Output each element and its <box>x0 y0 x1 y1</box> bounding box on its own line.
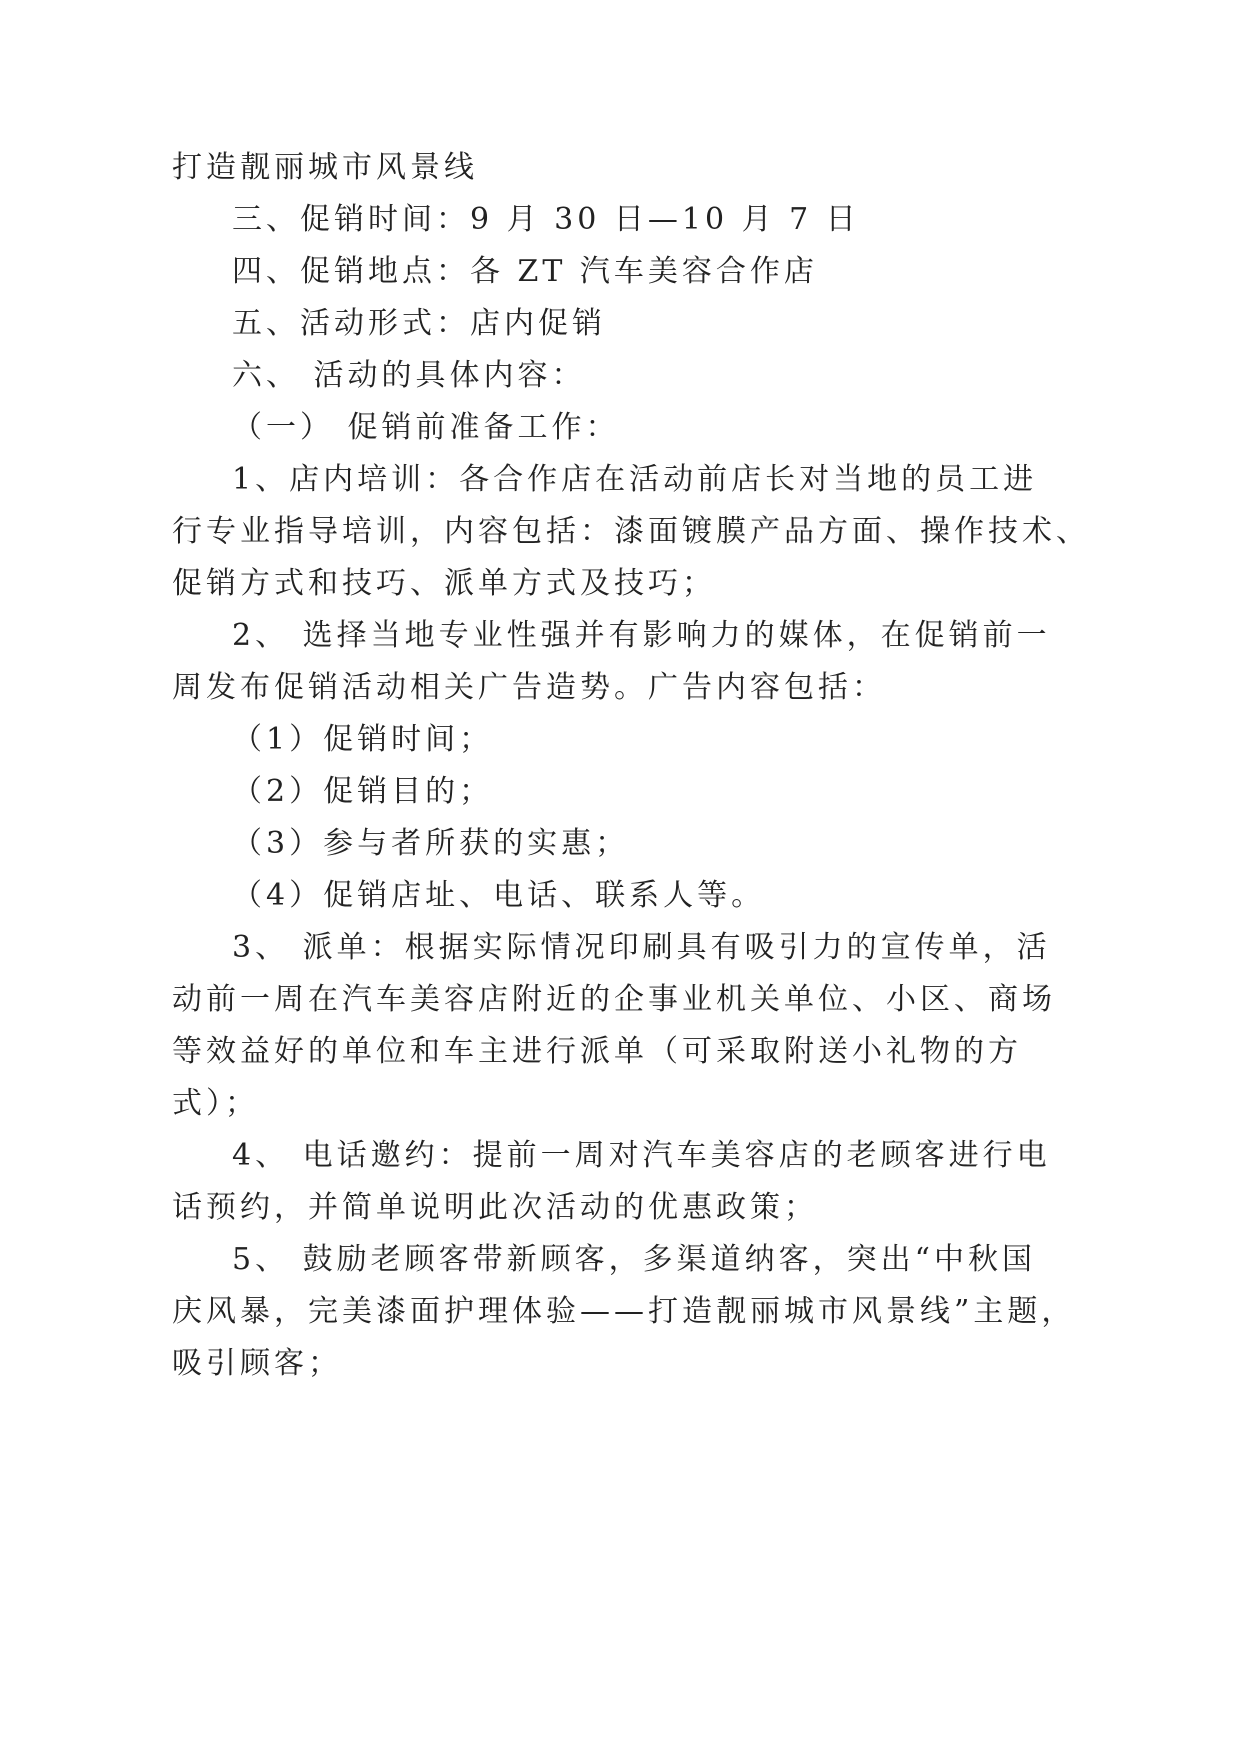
text-line-1: 打造靓丽城市风景线 <box>172 150 478 185</box>
item-3-line-4: 式）； <box>172 1086 259 1121</box>
item-5-line-2: 庆风暴，完美漆面护理体验——打造靓丽城市风景线”主题， <box>172 1294 1076 1329</box>
item-2-line-1: 2、 选择当地专业性强并有影响力的媒体，在促销前一 <box>232 618 1051 653</box>
item-4-line-2: 话预约，并简单说明此次活动的优惠政策； <box>172 1190 818 1225</box>
section-five-format: 五、活动形式：店内促销 <box>232 306 606 341</box>
item-5-line-1: 5、 鼓励老顾客带新顾客，多渠道纳客，突出“中秋国 <box>232 1242 1036 1277</box>
section-four-location: 四、促销地点：各 ZT 汽车美容合作店 <box>232 254 818 289</box>
item-5-line-3: 吸引顾客； <box>172 1346 342 1381</box>
ad-item-4: （4）促销店址、电话、联系人等。 <box>232 878 766 913</box>
ad-item-2: （2）促销目的； <box>232 774 494 809</box>
item-3-line-1: 3、 派单：根据实际情况印刷具有吸引力的宣传单，活 <box>232 930 1051 965</box>
item-3-line-3: 等效益好的单位和车主进行派单（可采取附送小礼物的方 <box>172 1034 1022 1069</box>
section-six-heading: 六、 活动的具体内容： <box>232 358 586 393</box>
ad-item-3: （3）参与者所获的实惠； <box>232 826 630 861</box>
item-2-line-2: 周发布促销活动相关广告造势。广告内容包括： <box>172 670 886 705</box>
item-1-line-1: 1、店内培训：各合作店在活动前店长对当地的员工进 <box>232 462 1038 497</box>
subsection-one-heading: （一） 促销前准备工作： <box>232 410 620 445</box>
item-1-line-2: 行专业指导培训，内容包括：漆面镀膜产品方面、操作技术、 <box>172 514 1090 549</box>
item-1-line-3: 促销方式和技巧、派单方式及技巧； <box>172 566 716 601</box>
ad-item-1: （1）促销时间； <box>232 722 494 757</box>
section-three-time: 三、促销时间：9 月 30 日—10 月 7 日 <box>232 202 860 237</box>
item-3-line-2: 动前一周在汽车美容店附近的企事业机关单位、小区、商场 <box>172 982 1056 1017</box>
item-4-line-1: 4、 电话邀约：提前一周对汽车美容店的老顾客进行电 <box>232 1138 1051 1173</box>
